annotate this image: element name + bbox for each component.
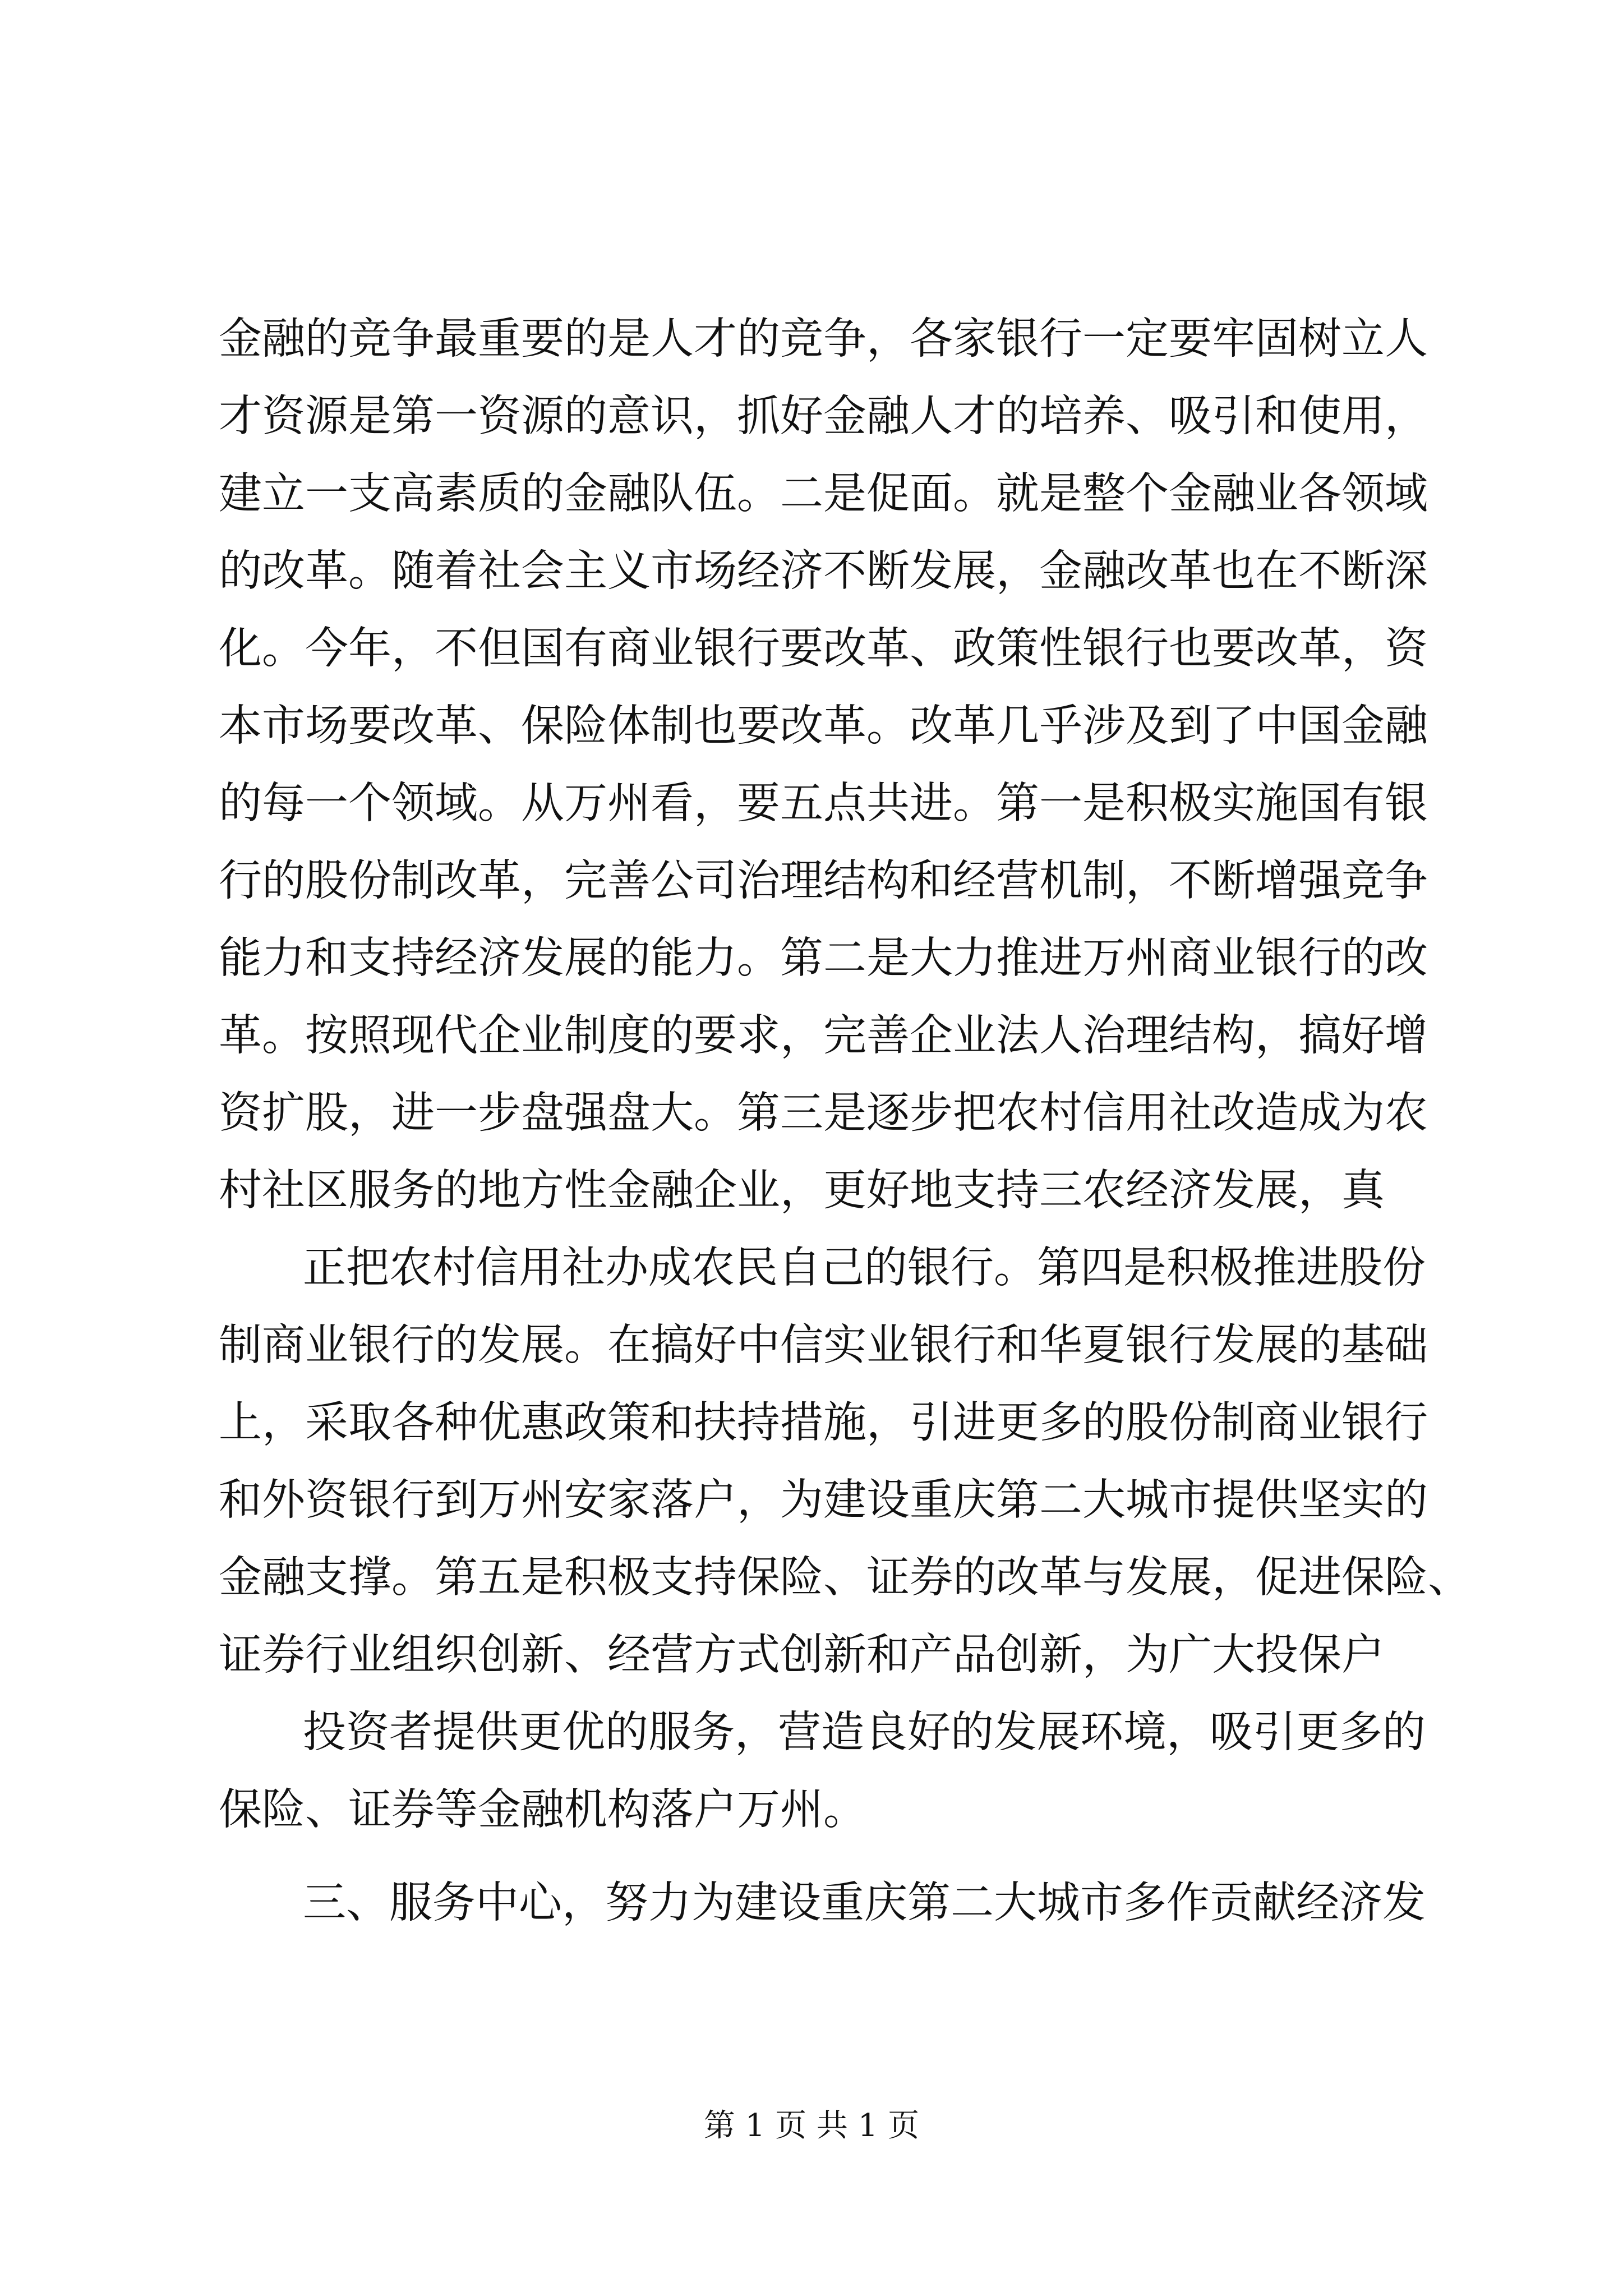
text-line: 上，采取各种优惠政策和扶持措施，引进更多的股份制商业银行 xyxy=(219,1398,1428,1448)
page-footer: 第 1 页 共 1 页 xyxy=(703,2108,920,2144)
text-line: 证券行业组织创新、经营方式创新和产品创新，为广大投保户 xyxy=(219,1630,1385,1680)
text-line: 行的股份制改革，完善公司治理结构和经营机制，不断增强竞争 xyxy=(219,856,1428,906)
text-line: 革。按照现代企业制度的要求，完善企业法人治理结构，搞好增 xyxy=(219,1011,1428,1061)
paragraph-first-line: 投资者提供更优的服务，营造良好的发展环境，吸引更多的 xyxy=(303,1708,1426,1757)
text-line: 村社区服务的地方性金融企业，更好地支持三农经济发展，真 xyxy=(219,1166,1385,1216)
text-line: 保险、证券等金融机构落户万州。 xyxy=(219,1785,866,1835)
text-line: 制商业银行的发展。在搞好中信实业银行和华夏银行发展的基础 xyxy=(219,1320,1428,1370)
text-line: 金融支撑。第五是积极支持保险、证券的改革与发展，促进保险、 xyxy=(219,1553,1471,1603)
section-heading-line: 三、服务中心，努力为建设重庆第二大城市多作贡献经济发 xyxy=(303,1878,1426,1928)
text-line: 才资源是第一资源的意识，抓好金融人才的培养、吸引和使用， xyxy=(219,392,1428,441)
text-line: 建立一支高素质的金融队伍。二是促面。就是整个金融业各领域 xyxy=(219,469,1428,519)
text-line: 资扩股，进一步盘强盘大。第三是逐步把农村信用社改造成为农 xyxy=(219,1088,1428,1138)
text-line: 化。今年，不但国有商业银行要改革、政策性银行也要改革，资 xyxy=(219,624,1428,674)
text-line: 的每一个领域。从万州看，要五点共进。第一是积极实施国有银 xyxy=(219,779,1428,829)
text-line: 能力和支持经济发展的能力。第二是大力推进万州商业银行的改 xyxy=(219,933,1428,983)
text-line: 金融的竞争最重要的是人才的竞争，各家银行一定要牢固树立人 xyxy=(219,314,1428,364)
text-line: 的改革。随着社会主义市场经济不断发展，金融改革也在不断深 xyxy=(219,546,1428,596)
text-line: 本市场要改革、保险体制也要改革。改革几乎涉及到了中国金融 xyxy=(219,701,1428,751)
text-line: 和外资银行到万州安家落户，为建设重庆第二大城市提供坚实的 xyxy=(219,1475,1428,1525)
paragraph-first-line: 正把农村信用社办成农民自己的银行。第四是积极推进股份 xyxy=(303,1243,1426,1293)
